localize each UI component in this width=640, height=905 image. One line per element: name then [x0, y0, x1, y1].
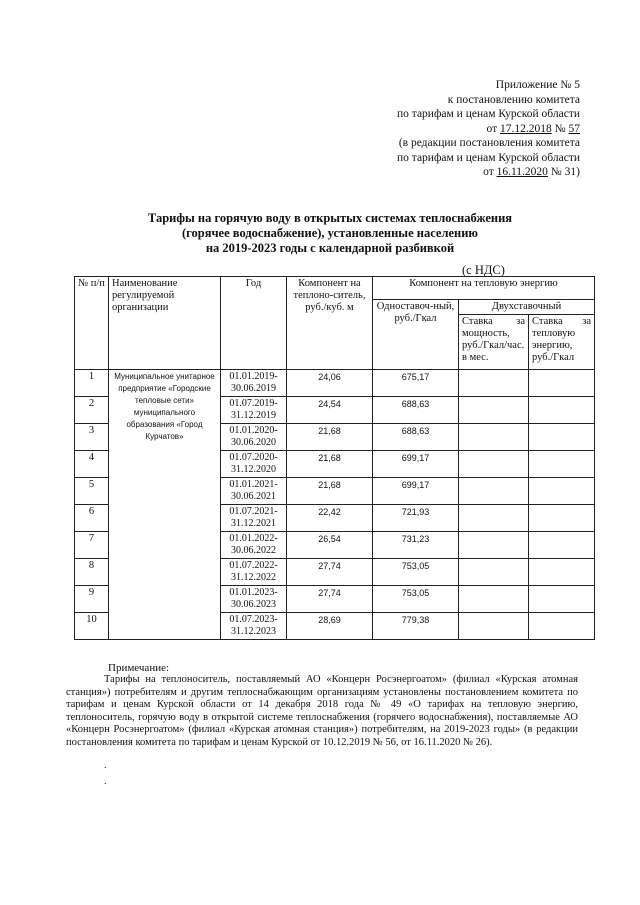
- capacity-rate-value: [459, 370, 529, 397]
- single-rate-value: 779,38: [373, 613, 459, 640]
- edition-from-prefix: от: [483, 166, 494, 178]
- document-title: [70, 211, 590, 256]
- coolant-value: 27,74: [287, 586, 373, 613]
- capacity-rate-value: [459, 613, 529, 640]
- energy-rate-value: [529, 397, 595, 424]
- row-number: 7: [75, 532, 109, 559]
- row-number: 10: [75, 613, 109, 640]
- period-cell: 01.07.2019-31.12.2019: [221, 397, 287, 424]
- appendix-number: 57: [568, 122, 580, 135]
- header-energy-rate: Ставка за тепловую энергию, руб./Гкал: [529, 315, 595, 370]
- coolant-value: 24,06: [287, 370, 373, 397]
- header-single-rate: Одноставоч-ный, руб./Гкал: [373, 300, 459, 370]
- capacity-rate-value: [459, 397, 529, 424]
- row-number: 5: [75, 478, 109, 505]
- row-number: 9: [75, 586, 109, 613]
- period-cell: 01.07.2022-31.12.2022: [221, 559, 287, 586]
- header-coolant: Компонент на теплоно-ситель, руб./куб. м: [287, 277, 373, 370]
- header-capacity-rate: Ставка за мощность, руб./Гкал/час. в мес.: [459, 315, 529, 370]
- header-two-rate: Двухставочный: [459, 300, 595, 315]
- period-cell: 01.01.2019-30.06.2019: [221, 370, 287, 397]
- appendix-block: [330, 78, 580, 180]
- coolant-value: 24,54: [287, 397, 373, 424]
- row-number: 6: [75, 505, 109, 532]
- appendix-committee-line: по тарифам и ценам Курской области: [397, 108, 580, 120]
- organization-name: Муниципальное унитарное предприятие «Городские тепловые сети» муниципального образования «Город Курчатов»: [109, 370, 221, 640]
- single-rate-value: 699,17: [373, 478, 459, 505]
- appendix-title: Приложение № 5: [495, 79, 580, 91]
- coolant-value: 21,68: [287, 478, 373, 505]
- header-num: № п/п: [75, 277, 109, 370]
- appendix-edition-date-line: [330, 165, 580, 180]
- title-line: (горячее водоснабжение), установленные населению: [182, 226, 478, 240]
- energy-rate-value: [529, 586, 595, 613]
- capacity-rate-value: [459, 424, 529, 451]
- row-number: 1: [75, 370, 109, 397]
- note-heading: Примечание:: [108, 662, 170, 674]
- appendix-number-prefix: №: [554, 122, 566, 135]
- single-rate-value: 753,05: [373, 586, 459, 613]
- edition-number-prefix: №: [550, 166, 562, 178]
- period-cell: 01.07.2023-31.12.2023: [221, 613, 287, 640]
- coolant-value: 26,54: [287, 532, 373, 559]
- energy-rate-value: [529, 532, 595, 559]
- capacity-rate-value: [459, 478, 529, 505]
- edition-date: 16.11.2020: [496, 166, 548, 178]
- row-number: 3: [75, 424, 109, 451]
- single-rate-value: 753,05: [373, 559, 459, 586]
- appendix-resolution-line: к постановлению комитета: [447, 93, 580, 106]
- coolant-value: 28,69: [287, 613, 373, 640]
- coolant-value: 21,68: [287, 424, 373, 451]
- appendix-date: 17.12.2018: [500, 122, 552, 135]
- period-cell: 01.01.2021-30.06.2021: [221, 478, 287, 505]
- tariff-table: [74, 276, 595, 640]
- capacity-rate-value: [459, 451, 529, 478]
- coolant-value: 21,68: [287, 451, 373, 478]
- table-row: [75, 370, 595, 397]
- period-cell: 01.01.2020-30.06.2020: [221, 424, 287, 451]
- title-line: Тарифы на горячую воду в открытых системах теплоснабжения: [147, 211, 513, 225]
- coolant-value: 27,74: [287, 559, 373, 586]
- stray-mark: .: [104, 760, 107, 771]
- coolant-value: 22,42: [287, 505, 373, 532]
- single-rate-value: 688,63: [373, 397, 459, 424]
- capacity-rate-value: [459, 505, 529, 532]
- capacity-rate-value: [459, 532, 529, 559]
- period-cell: 01.07.2020-31.12.2020: [221, 451, 287, 478]
- period-cell: 01.07.2021-31.12.2021: [221, 505, 287, 532]
- single-rate-value: 721,93: [373, 505, 459, 532]
- appendix-edition-line1: (в редакции постановления комитета: [398, 137, 580, 149]
- energy-rate-value: [529, 559, 595, 586]
- appendix-edition-line2: по тарифам и ценам Курской области: [397, 151, 580, 164]
- energy-rate-value: [529, 478, 595, 505]
- stray-mark: .: [104, 776, 107, 787]
- period-cell: 01.01.2022-30.06.2022: [221, 532, 287, 559]
- row-number: 8: [75, 559, 109, 586]
- row-number: 4: [75, 451, 109, 478]
- energy-rate-value: [529, 451, 595, 478]
- period-cell: 01.01.2023-30.06.2023: [221, 586, 287, 613]
- single-rate-value: 699,17: [373, 451, 459, 478]
- single-rate-value: 675,17: [373, 370, 459, 397]
- single-rate-value: 688,63: [373, 424, 459, 451]
- vat-note: (с НДС): [462, 263, 505, 277]
- energy-rate-value: [529, 370, 595, 397]
- capacity-rate-value: [459, 559, 529, 586]
- energy-rate-value: [529, 613, 595, 640]
- note-text: Тарифы на теплоноситель, поставляемый АО «Концерн Росэнергоатом» (филиал «Курская атомная станция») потребителям и другим теплоснабжающим организациям установлены постановлением комитета по тарифам и ценам Курской области от 14 декабря 2018 года № 49 «О тарифах на тепловую энергию, теплоноситель, горячую воду в открытой системе теплоснабжения (горячего водоснабжения), поставляемые АО «Концерн Росэнергоатом» (филиал «Курская атомная станция») потребителям, на 2019-2023 годы» (в редакции постановления комитета по тарифам и ценам Курской от 10.12.2019 № 56, от 16.11.2020 № 26).: [66, 674, 578, 748]
- title-line: на 2019-2023 годы с календарной разбивкой: [205, 241, 455, 255]
- row-number: 2: [75, 397, 109, 424]
- header-year: Год: [221, 277, 287, 370]
- appendix-date-line: [330, 122, 580, 137]
- energy-rate-value: [529, 505, 595, 532]
- appendix-from-prefix: от: [486, 122, 498, 135]
- header-organization: Наименование регулируемой организации: [109, 277, 221, 370]
- edition-number: 31): [564, 166, 580, 178]
- capacity-rate-value: [459, 586, 529, 613]
- energy-rate-value: [529, 424, 595, 451]
- header-thermal: Компонент на тепловую энергию: [373, 277, 595, 300]
- single-rate-value: 731,23: [373, 532, 459, 559]
